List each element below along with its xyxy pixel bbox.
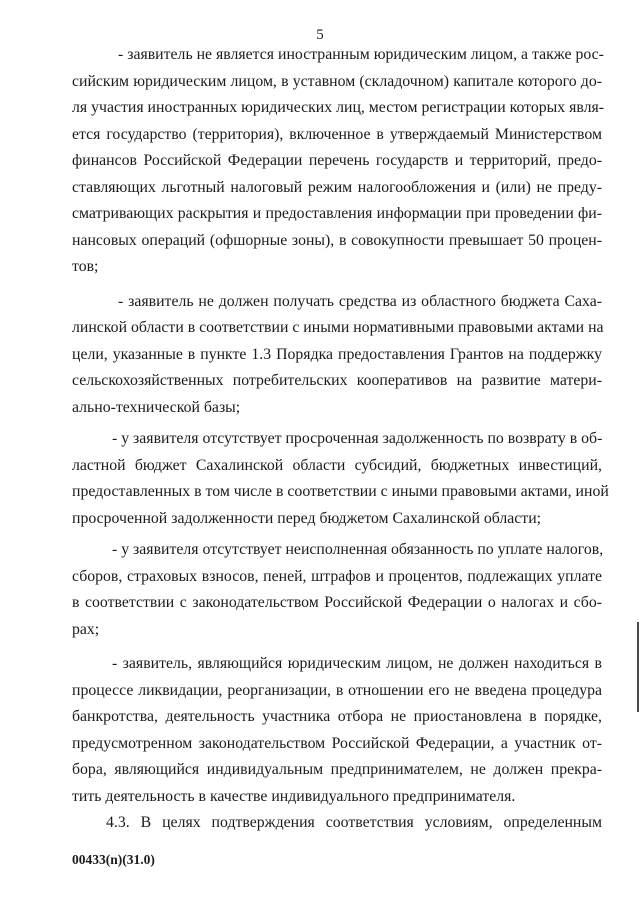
text-line: банкротства, деятельность участника отбора не приостановлена в порядке,: [72, 708, 602, 725]
text-line: сматривающих раскрытия и предоставления информации при проведении фи-: [72, 205, 602, 222]
document-code: 00433(n)(31.0): [72, 852, 155, 867]
text-line: - у заявителя отсутствует неисполненная обязанность по уплате налогов,: [112, 541, 604, 558]
paragraph-overdue-debt: [72, 426, 609, 532]
text-line: ластной бюджет Сахалинской области субсидий, бюджетных инвестиций,: [72, 456, 602, 474]
text-line: ставляющих льготный налоговый режим налогообложения и (или) не преду-: [72, 178, 602, 196]
text-line: просроченной задолженности перед бюджетом Сахалинской области;: [72, 509, 542, 527]
text-line: бора, являющийся индивидуальным предпринимателем, не должен прекра-: [72, 761, 602, 778]
paragraph-tax-obligation: [72, 537, 602, 643]
paragraph-foreign-entity: [72, 42, 605, 281]
text-line: рах;: [72, 620, 100, 638]
page-number: 5: [316, 27, 324, 43]
text-line: нансовых операций (офшорные зоны), в совокупности превышает 50 процен-: [72, 231, 602, 249]
text-line: сборов, страховых взносов, пеней, штрафов и процентов, подлежащих уплате: [72, 567, 602, 585]
text-line: - у заявителя отсутствует просроченная задолженность по возврату в об-: [112, 430, 603, 447]
paragraph-section-4-3: [72, 810, 602, 837]
text-line: предоставленных в том числе в соответствии с иными правовыми актами, иной: [72, 483, 609, 500]
text-line: финансов Российской Федерации перечень государств и территорий, предо-: [72, 152, 602, 169]
text-line: тов;: [72, 258, 99, 275]
text-line: ально-технической базы;: [72, 398, 241, 416]
text-line: линской области в соответствии с иными нормативными правовыми актами на: [72, 319, 604, 336]
text-line: предусмотренном законодательством Российской Федерации, а участник от-: [72, 734, 602, 752]
document-body: [72, 42, 609, 837]
text-line: - заявитель, являющийся юридическим лицом, не должен находиться в: [112, 655, 602, 672]
text-line: - заявитель не является иностранным юридическим лицом, а также рос-: [118, 46, 604, 63]
text-line: цели, указанные в пункте 1.3 Порядка предоставления Грантов на поддержку: [72, 345, 602, 363]
text-line: тить деятельность в качестве индивидуального предпринимателя.: [72, 787, 516, 805]
paragraph-regional-budget-funds: [72, 289, 602, 422]
text-line: сийским юридическим лицом, в уставном (складочном) капитале которого до-: [72, 72, 602, 90]
text-line: сельскохозяйственных потребительских кооперативов на развитие матери-: [72, 372, 602, 389]
text-line: процессе ликвидации, реорганизации, в отношении его не введена процедура: [72, 681, 602, 699]
text-line: - заявитель не должен получать средства из областного бюджета Саха-: [118, 292, 602, 310]
text-line: 4.3. В целях подтверждения соответствия условиям, определенным: [106, 814, 602, 831]
scan-edge-mark: [637, 622, 639, 712]
text-line: в соответствии с законодательством Российской Федерации о налогах и сбо-: [72, 594, 602, 611]
text-line: ется государство (территория), включенное в утверждаемый Министерством: [72, 125, 602, 143]
paragraph-liquidation-status: [72, 651, 602, 810]
text-line: ля участия иностранных юридических лиц, местом регистрации которых явля-: [72, 99, 605, 116]
